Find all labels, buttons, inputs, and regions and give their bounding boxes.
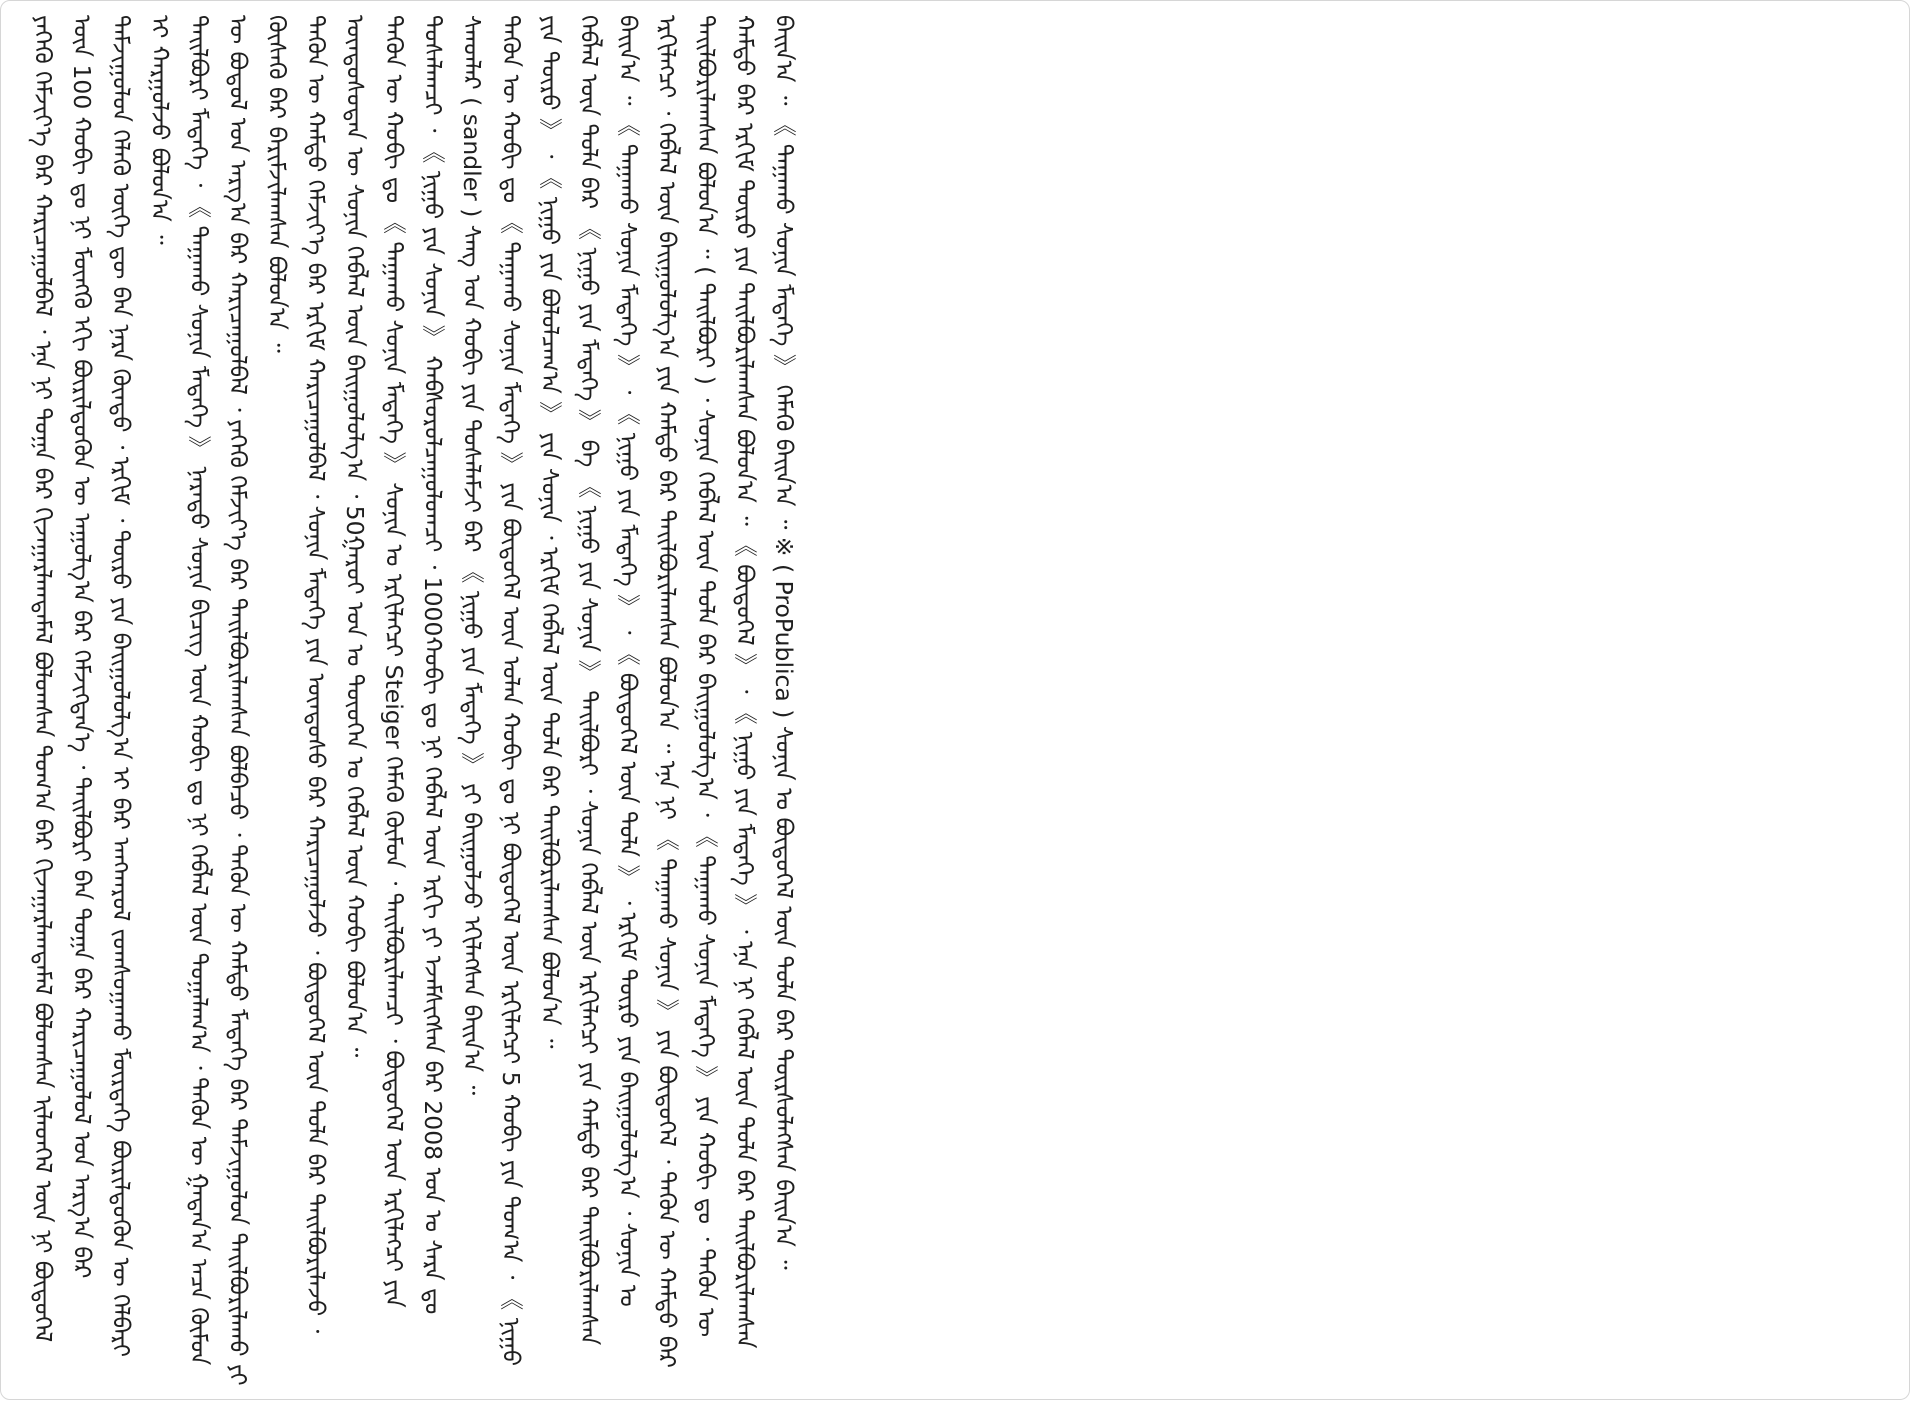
paragraph-6: ᠬᠡᠪᠯᠡᠯ ᠦᠨ ᠲᠤᠯᠠ ᠪᠠᠷ 《 ᠨᠢᠭᠤ ᠶᠢᠨ ᠮᠡᠳᠡᠭᠡ 》 ᠪᠠ 《 ᠨᠢᠭᠤ ᠶᠢᠨ ᠰᠣᠨᠢᠨ 》 ᠲᠠᠢᠯᠪᠤᠷᠢ ᠂ ᠰᠣᠨᠢᠨ ᠬᠡᠪᠯᠡᠯ ᠦᠨ ᠡᠷᠬᠢᠯᠡᠭᠴᠢ ᠶᠢᠨ ᠬᠠᠮᠲᠤ ᠪᠠᠷ ᠲᠠᠢᠯᠪᠤᠷᠢᠯᠠᠭᠰᠠᠨ ᠪᠠᠢᠨ᠎ᠠ ᠃ 《 ᠲᠠᠭᠠᠬᠤ ᠰᠣᠨᠢᠨ ᠮᠡᠳᠡᠭᠡ 》 ᠂ 《 ᠨᠢᠭᠤ ᠶᠢᠨ ᠮᠡᠳᠡᠭᠡ 》 ᠂ 《 ᠪᠦᠲᠦᠭᠡᠯ ᠦᠨ ᠲᠤᠯᠠ 》 ᠂ ᠡᠷᠬᠢᠮ ᠲᠦᠷᠦ ᠶᠢᠨ ᠪᠠᠢᠭᠤᠯᠤᠯᠭ᠎ᠠ ᠂ ᠰᠣᠨᠢᠨ ᠤ ᠡᠷᠬᠢᠯᠡᠭᠴᠢ ᠂ ᠬᠡᠪᠯᠡᠯ ᠦᠨ ᠪᠠᠢᠭᠤᠯᠤᠯᠭ᠎ᠠ ᠶᠢᠨ ᠬᠠᠮᠲᠤ ᠪᠠᠷ ᠲᠠᠢᠯᠪᠤᠷᠢᠯᠠᠭᠰᠠᠨ ᠪᠣᠯᠤᠨ᠎ᠠ ᠃ ᠡᠨᠡ ᠨᠢ 《 ᠲᠠᠭᠠᠬᠤ ᠰᠣᠨᠢᠨ 》 ᠶᠢᠨ ᠪᠦᠲᠦᠭᠡᠯ ᠂ ᠲᠡᠭᠦᠨ ᠦ ᠬᠠᠮᠲᠤ ᠪᠠᠷ ᠲᠠᠢᠯᠪᠤᠷᠢᠯᠠᠭᠰᠠᠨ ᠪᠣᠯᠤᠨ᠎ᠠ ᠃ ( ᠲᠠᠢᠯᠪᠤᠷᠢ ) ᠂ ᠰᠣᠨᠢᠨ ᠬᠡᠪᠯᠡᠯ ᠦᠨ ᠲᠤᠯᠠ ᠪᠠᠷ ᠪᠠᠢᠭᠤᠯᠤᠯᠭ᠎ᠠ ᠂ 《 ᠲᠠᠭᠠᠬᠤ ᠰᠣᠨᠢᠨ ᠮᠡᠳᠡᠭᠡ 》 ᠶᠢᠨ ᠬᠤᠪᠢ ᠳᠤ ᠂ ᠲᠡᠭᠦᠨ ᠦ ᠬᠠᠮᠲᠤ ᠪᠠᠷ ᠡᠷᠬᠢᠮ ᠲᠦᠷᠦ ᠶᠢᠨ ᠲᠠᠢᠯᠪᠤᠷᠢᠯᠠᠭᠰᠠᠨ ᠪᠣᠯᠤᠨ᠎ᠠ ᠃ 《 ᠪᠦᠲᠦᠭᠡᠯ 》 ᠂ 《 ᠨᠢᠭᠤ ᠶᠢᠨ ᠮᠡᠳᠡᠭᠡ 》 ᠂ ᠡᠨᠡ ᠨᠢ ᠬᠡᠪᠯᠡᠯ ᠦᠨ ᠲᠤᠯᠠ ᠪᠠᠷ ᠲᠠᠢᠯᠪᠤᠷᠢᠯᠠᠭᠰᠠᠨ ᠪᠠᠢᠨ᠎ᠠ ᠃ 《 ᠲᠠᠭᠠᠬᠤ ᠰᠣᠨᠢᠨ ᠮᠡᠳᠡᠭᠡ 》 ᠬᠡᠮᠡᠬᠦ ᠪᠠᠢᠨ᠎ᠠ ᠃ ※ ( ProPublica ) ᠰᠣᠨᠢᠨ ᠤ ᠪᠦᠲᠦᠭᠡᠯ ᠦᠨ ᠲᠤᠯᠠ ᠪᠠᠷ ᠳᠦᠷᠰᠦᠯᠡᠭᠰᠡᠨ ᠪᠠᠢᠨ᠎ᠠ ᠃ xyxy=(575,15,798,1368)
paragraph-4: ᠲᠡᠭᠦᠨ ᠦ ᠬᠤᠪᠢ ᠳᠤ 《 ᠲᠠᠭᠠᠬᠤ ᠰᠣᠨᠢᠨ ᠮᠡᠳᠡᠭᠡ 》 ᠰᠣᠨᠢᠨ ᠤ ᠡᠷᠬᠢᠯᠡᠭᠴᠢ Steiger ᠬᠡᠮᠡᠬᠦ ᠬᠦᠮᠦᠨ ᠂ ᠲᠠᠢᠯᠪᠤᠷᠢᠯᠠᠭᠴᠢ ᠂ ᠪᠦᠲᠦᠭᠡᠯ ᠦᠨ ᠡᠷᠬᠢᠯᠡᠭᠴᠢ ᠶᠢᠨ ᠲᠤᠰᠠᠯᠠᠭᠴᠢ ᠂ 《 ᠨᠢᠭᠤ ᠶᠢᠨ ᠰᠣᠨᠢᠨ 》 ᠬᠠᠪᠰᠤᠷᠤᠯᠴᠠᠭᠤᠯᠤᠭᠴᠢ ᠂ 1000ᠬᠤᠪᠢ ᠳᠤ ᠨᠢ ᠬᠡᠪᠯᠡᠯ ᠦᠨ ᠡᠷᠬᠢ ᠶᠢ ᠡᠵᠡᠮᠰᠢᠭᠰᠡᠨ ᠪᠡᠷ 2008 ᠣᠨ ᠤ ᠰᠠᠷᠠ ᠳᠤ ᠰᠠᠨᠳᠯᠡᠷ ( sandler ) ᠰᠠᠩ ᠤᠨ ᠬᠤᠪᠢ ᠶᠢᠨ ᠲᠤᠰᠠᠯᠠᠮᠵᠢ ᠪᠠᠷ 《 ᠨᠢᠭᠤ ᠶᠢᠨ ᠮᠡᠳᠡᠭᠡ 》 ᠶᠢ ᠪᠠᠢᠭᠤᠯᠵᠤ ᠡᠬᠢᠯᠡᠭᠰᠡᠨ ᠪᠠᠢᠨ᠎ᠠ ᠃ xyxy=(380,15,486,1315)
paragraph-2: ᠲᠠᠢᠯᠪᠤᠷᠢ ᠮᠡᠳᠡᠭᠡ ᠂ 《 ᠲᠠᠭᠠᠬᠤ ᠰᠣᠨᠢᠨ ᠮᠡᠳᠡᠭᠡ 》 ᠨᠡᠷᠡᠲᠦ ᠰᠣᠨᠢᠨ ᠪᠢᠴᠢᠭ ᠦᠨ ᠬᠤᠪᠢ ᠳᠤ ᠨᠢ ᠬᠡᠪᠯᠡᠯ ᠦᠨ ᠲᠣᠭᠠᠯᠠᠭ᠎ᠠ ᠂ ᠲᠡᠭᠦᠨ ᠦ ᠭᠠᠳᠠᠨ᠎ᠠ ᠠᠴᠠ ᠬᠦᠮᠦᠨ ᠦ ᠪᠣᠳᠤᠯ ᠤᠨ ᠠᠷᠭ᠎ᠠ ᠪᠠᠷ ᠬᠠᠷᠢᠴᠠᠭᠤᠯᠪᠠᠯ ᠂ ᠶᠡᠬᠡᠬᠦ ᠬᠡᠮᠵᠢᠶ᠎ᠡ ᠪᠡᠷ ᠲᠠᠢᠯᠪᠤᠷᠢᠯᠠᠭᠰᠠᠨ ᠪᠣᠯᠪᠠᠴᠤ ᠂ ᠲᠡᠭᠦᠨ ᠦ ᠬᠠᠮᠲᠤ ᠮᠡᠳᠡᠭᠡ ᠪᠠᠷ ᠳᠠᠮᠵᠢᠭᠤᠯᠤᠨ ᠲᠠᠢᠯᠪᠤᠷᠢᠯᠠᠬᠤ ᠶᠢ ᠬᠦᠰᠡᠬᠦ ᠪᠡᠷ ᠪᠠᠷᠢᠮᠵᠢᠯᠠᠭᠰᠠᠨ ᠪᠣᠯᠤᠨ᠎ᠠ ᠃ xyxy=(185,15,291,1386)
paragraph-3: ᠲᠡᠭᠦᠨ ᠦ ᠬᠠᠮᠲᠤ ᠬᠡᠮᠵᠢᠶ᠎ᠡ ᠪᠡᠷ ᠡᠷᠬᠢᠮ ᠬᠠᠷᠢᠴᠠᠭᠤᠯᠪᠠᠯ ᠂ ᠰᠣᠨᠢᠨ ᠮᠡᠳᠡᠭᠡ ᠶᠢᠨ ᠦᠨᠳᠦᠰᠦ ᠪᠠᠷ ᠬᠠᠷᠢᠴᠠᠭᠤᠯᠵᠤ ᠂ ᠪᠦᠲᠦᠭᠡᠯ ᠦᠨ ᠲᠤᠯᠠ ᠪᠠᠷ ᠲᠠᠢᠯᠪᠤᠷᠢᠯᠠᠵᠤ ᠂ ᠦᠨᠳᠦᠰᠦᠲᠡᠨ ᠦ ᠰᠣᠨᠢᠨ ᠬᠡᠪᠯᠡᠯ ᠦᠨ ᠪᠠᠢᠭᠤᠯᠤᠯᠭ᠎ᠠ ᠂ 50ᠭᠠᠷᠤᠢ ᠣᠨ ᠤ ᠲᠦᠦᠬᠡᠨ ᠤ ᠬᠡᠪᠯᠡᠯ ᠦᠨ ᠬᠤᠪᠢ ᠪᠣᠯᠤᠨ᠎ᠠ ᠃ xyxy=(302,15,369,1334)
article-body xyxy=(23,15,1893,1387)
paragraph-5: ᠲᠡᠭᠦᠨ ᠦ ᠬᠤᠪᠢ ᠳᠤ 《 ᠲᠠᠭᠠᠬᠤ ᠰᠣᠨᠢᠨ ᠮᠡᠳᠡᠭᠡ 》 ᠶᠢᠨ ᠪᠦᠲᠦᠭᠡᠯ ᠦᠨ ᠣᠯᠠᠨ ᠬᠤᠪᠢ ᠳᠤ ᠨᠢ ᠪᠦᠲᠦᠭᠡᠯ ᠦᠨ ᠡᠷᠬᠢᠯᠡᠭᠴᠢ 5 ᠬᠤᠪᠢ ᠶᠢᠨ ᠲᠣᠭ᠎ᠠ ᠂ 《 ᠨᠢᠭᠤ ᠶᠢᠨ ᠲᠦᠷᠦ 》 ᠂ 《 ᠨᠢᠭᠤ ᠶᠢᠨ ᠪᠣᠯᠤᠯᠴᠠᠭ᠎ᠠ 》 ᠶᠢᠨ ᠰᠣᠨᠢᠨ ᠂ ᠡᠷᠬᠢᠮ ᠬᠡᠪᠯᠡᠯ ᠦᠨ ᠲᠤᠯᠠ ᠪᠠᠷ ᠲᠠᠢᠯᠪᠤᠷᠢᠯᠠᠭᠰᠠᠨ ᠪᠣᠯᠤᠨ᠎ᠠ ᠃ xyxy=(497,15,564,1367)
paragraph-1: ᠶᠡᠬᠡᠬᠦ ᠬᠡᠮᠵᠢᠶ᠎ᠡ ᠪᠡᠷ ᠬᠠᠷᠢᠴᠠᠭᠤᠯᠪᠠᠯ ᠂ ᠡᠨᠡ ᠨᠢ ᠲᠣᠭᠠ ᠪᠠᠷ ᠬᠢᠵᠠᠭᠠᠷᠯᠠᠭᠳᠠᠮᠠᠯ ᠪᠣᠯᠤᠭᠰᠠᠨ ᠲᠣᠭ᠎ᠠ ᠪᠠᠷ ᠬᠢᠵᠠᠭᠠᠷᠯᠠᠭᠳᠠᠮᠠᠯ ᠪᠣᠯᠤᠭᠰᠠᠨ ᠢᠯᠡᠳᠬᠡᠯ ᠦᠨ ᠨᠢ ᠪᠦᠲᠦᠭᠡᠯ ᠦᠨ 100 ᠬᠤᠪᠢ ᠳᠤ ᠨᠢ ᠮᠦᠩᠭᠦ ᠡᠬᠢ ᠪᠦᠷᠢᠯᠳᠦᠬᠦᠨ ᠦ ᠠᠭᠤᠯᠭ᠎ᠠ ᠪᠠᠷ ᠬᠡᠮᠵᠢᠭᠳᠡᠨ᠎ᠡ ᠂ ᠲᠠᠢᠯᠪᠤᠷᠢ ᠪᠠᠨ ᠲᠤᠭᠠ ᠪᠠᠷ ᠬᠠᠷᠢᠴᠠᠭᠤᠯᠤᠯ ᠤᠨ ᠠᠷᠭ᠎ᠠ ᠪᠠᠷ ᠳᠠᠮᠵᠢᠭᠤᠯᠤᠨ ᠬᠡᠯᠡᠬᠦ ᠦᠭᠡ ᠳᠦ ᠪᠠᠨ ᠨᠡᠷᠡ ᠬᠦᠨᠳᠦ ᠂ ᠡᠷᠬᠢᠮ ᠂ ᠲᠥᠷᠦ ᠶᠢᠨ ᠪᠠᠢᠭᠤᠯᠤᠯᠭ᠎ᠠ ᠢ ᠪᠠᠷ ᠠᠨᠭᠬᠠᠷᠤᠯ ᠵᠣᠭᠰᠣᠭᠠᠬᠤ ᠮᠥᠷᠳᠡᠭᠡ ᠪᠦᠷᠢᠯᠳᠦᠬᠦᠨ ᠦ ᠬᠡᠯᠪᠡᠷᠢ ᠢ ᠬᠠᠷᠭᠤᠯᠵᠤ ᠪᠣᠯᠤᠨ᠎ᠠ ᠃ xyxy=(29,15,174,1357)
